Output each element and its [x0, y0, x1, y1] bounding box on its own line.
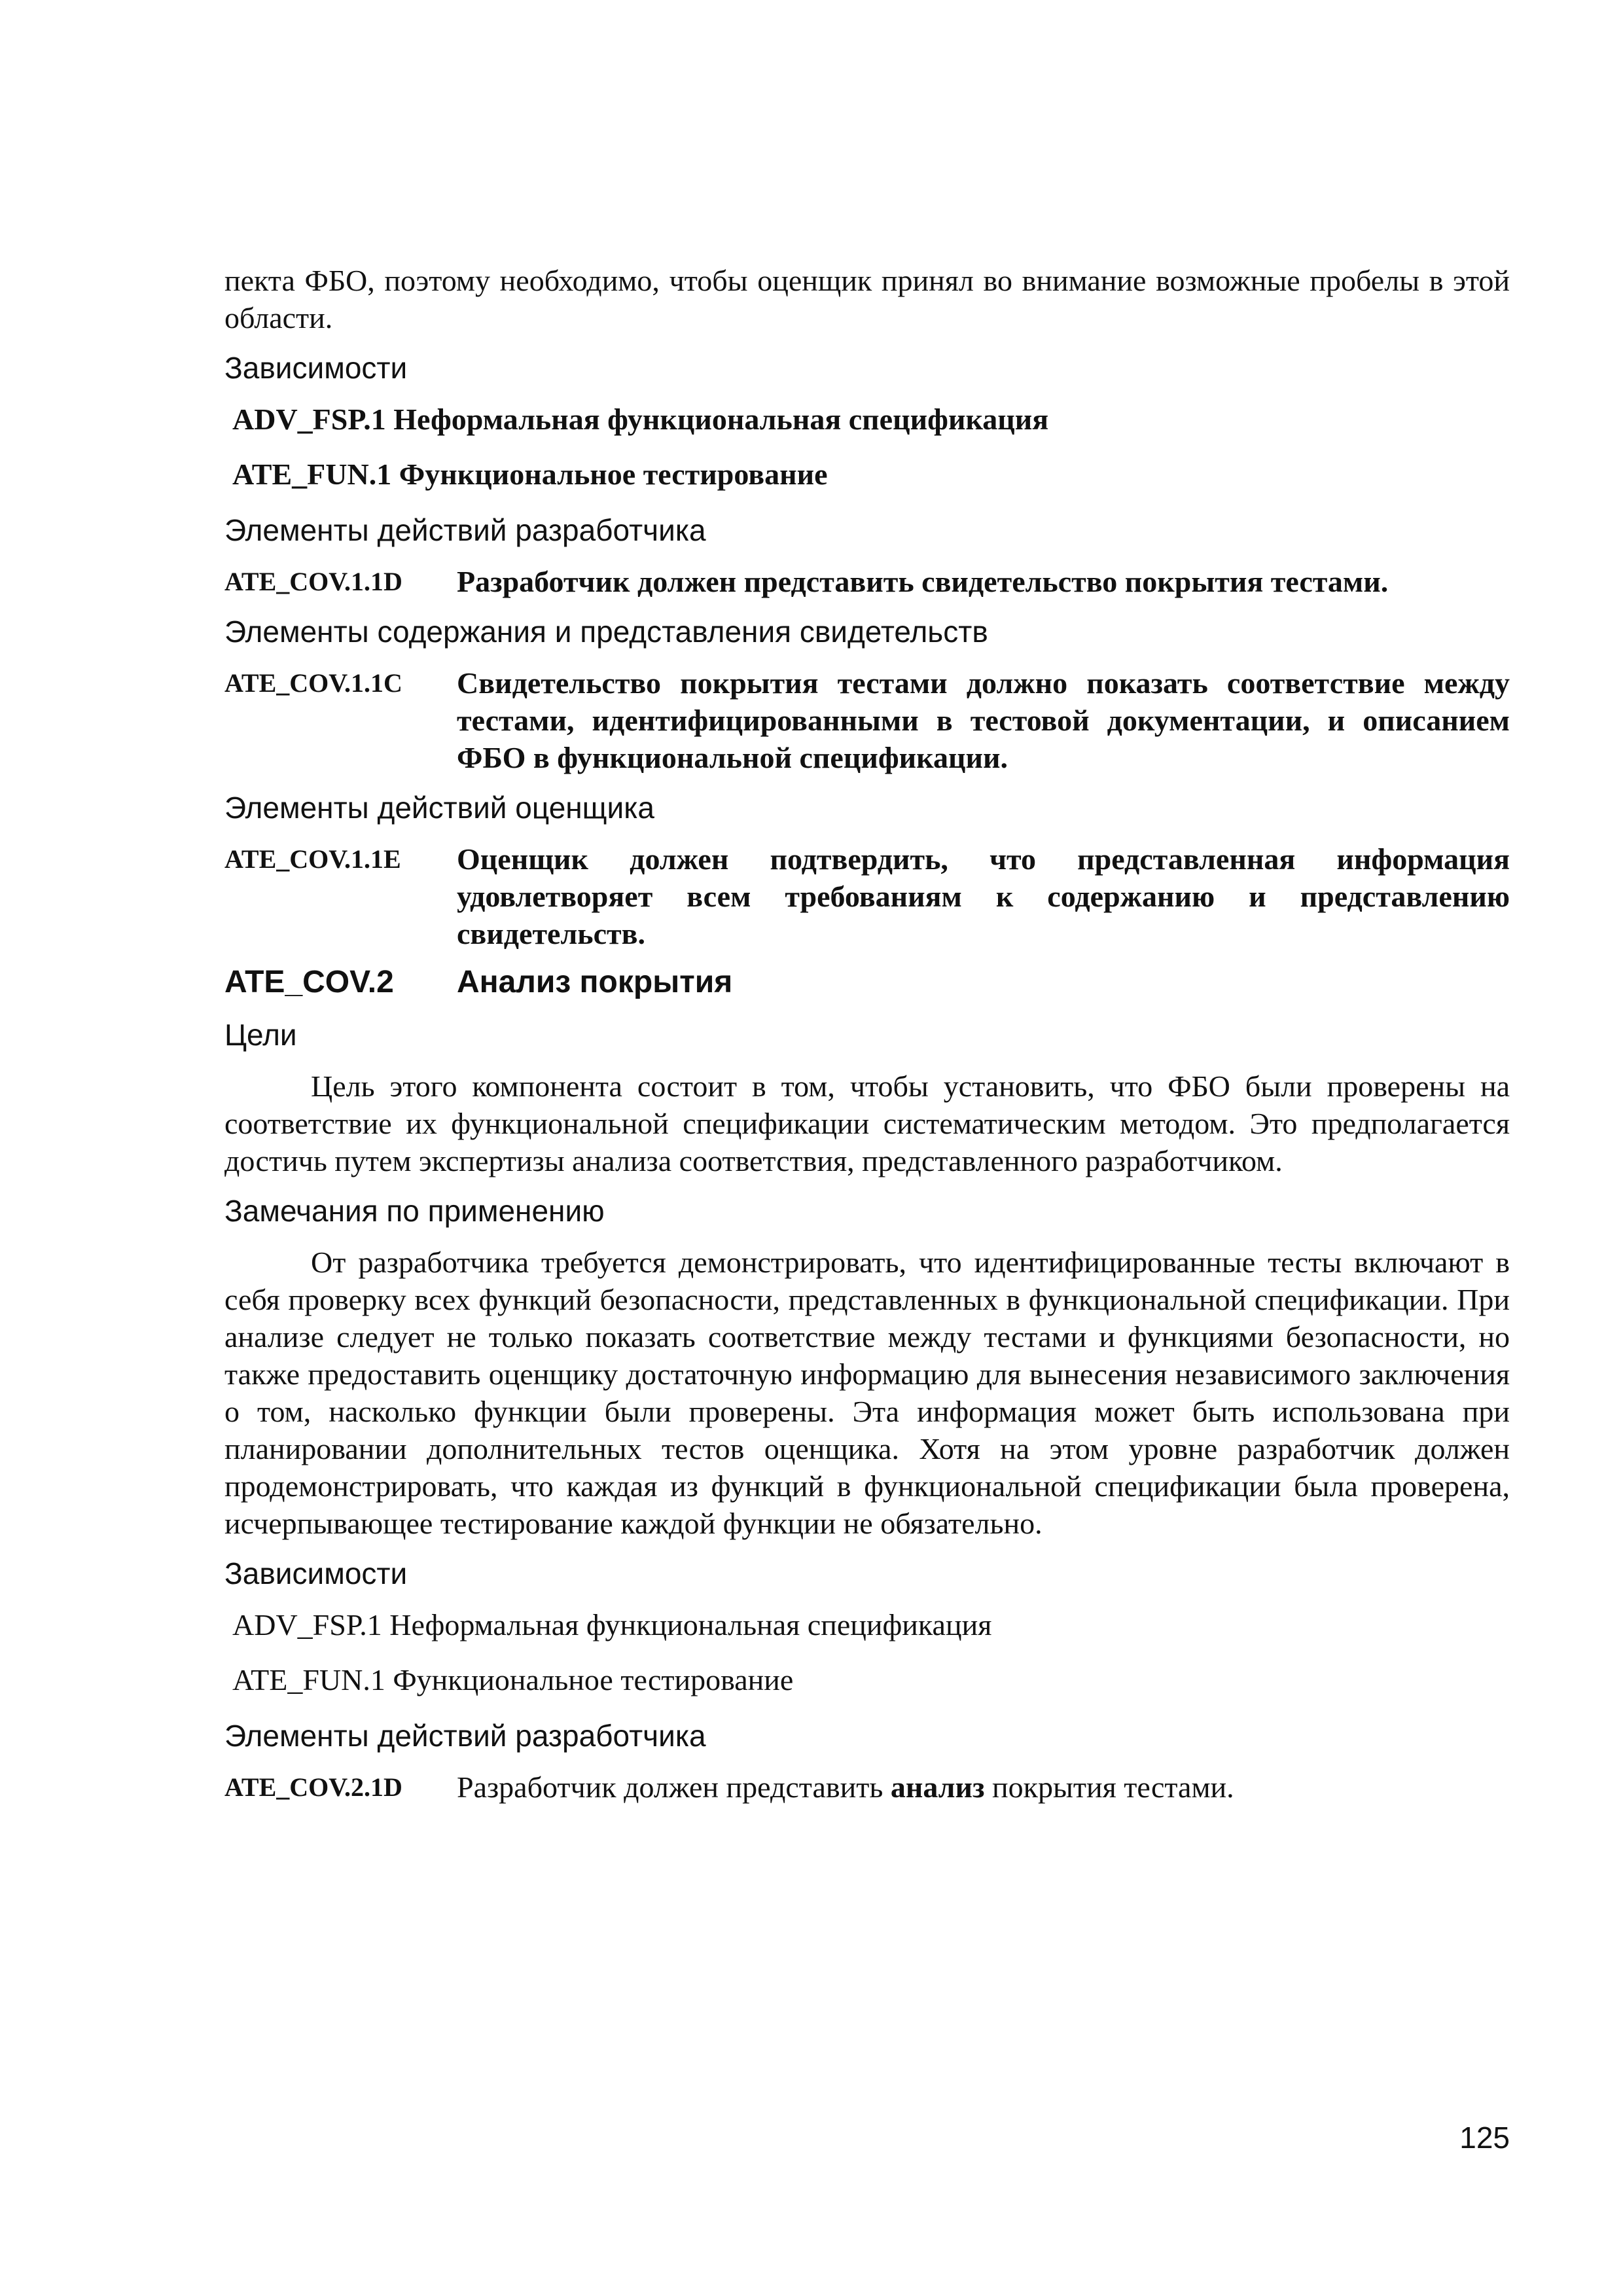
cov1-developer-element [224, 563, 1510, 600]
cov1-developer-heading: Элементы действий разработчика [224, 513, 706, 547]
page-number: 125 [1459, 2121, 1510, 2155]
cov1-content-element [224, 664, 1510, 776]
cov2-dependency-adv-fsp: ADV_FSP.1 Неформальная функциональная спецификация [232, 1608, 992, 1641]
document-page [224, 262, 1510, 1812]
element-code: ATE_COV.1.1D [224, 567, 402, 596]
cov1-evaluator-heading: Элементы действий оценщика [224, 791, 654, 825]
cov2-dependencies-heading: Зависимости [224, 1556, 408, 1590]
component-code: ATE_COV.2 [224, 965, 394, 999]
cov1-evaluator-element [224, 840, 1510, 952]
cov1-dependencies-heading: Зависимости [224, 351, 408, 385]
cov2-notes-text: От разработчика требуется демонстрировать, что идентифицированные тесты включают в себя проверку всех функций безопасности, представленных в функциональной спецификации. При анализе следует не только показать соответствие между тестами и функциями безопасности, но также предоставить оценщику достаточную информацию для вынесения независимого заключения о том, насколько функции были проверены. Эта информация может быть использована при планировании дополнительных тестов оценщика. Хотя на этом уровне разработчик должен продемонстрировать, что каждая из функций в функциональной спецификации была проверена, исчерпывающее тестирование каждой функции не обязательно. [224, 1246, 1510, 1540]
intro-paragraph: пекта ФБО, поэтому необходимо, чтобы оценщик принял во внимание возможные пробелы в этой области. [224, 264, 1510, 334]
cov2-dependency-ate-fun: ATE_FUN.1 Функциональное тестирование [232, 1663, 794, 1696]
element-text: Разработчик должен представить свидетельство покрытия тестами. [457, 565, 1389, 598]
element-code: ATE_COV.1.1C [224, 668, 402, 698]
cov1-dependency-ate-fun: ATE_FUN.1 Функциональное тестирование [232, 457, 828, 491]
component-heading [224, 961, 1510, 1003]
cov1-dependency-adv-fsp: ADV_FSP.1 Неформальная функциональная спецификация [232, 403, 1049, 436]
cov1-content-heading: Элементы содержания и представления свидетельств [224, 615, 988, 649]
element-text: Оценщик должен подтвердить, что представленная информация удовлетворяет всем требованиям к содержанию и представлению свидетельств. [457, 842, 1510, 950]
cov2-developer-element [224, 1768, 1510, 1806]
element-text: Свидетельство покрытия тестами должно показать соответствие между тестами, идентифицированными в тестовой документации, и описанием ФБО в функциональной спецификации. [457, 666, 1510, 774]
component-title: Анализ покрытия [457, 965, 733, 999]
element-code: ATE_COV.2.1D [224, 1772, 402, 1802]
cov2-objectives-text: Цель этого компонента состоит в том, чтобы установить, что ФБО были проверены на соответствие их функциональной спецификации систематическим методом. Это предполагается достичь путем экспертизы анализа соответствия, представленного разработчиком. [224, 1069, 1510, 1177]
element-text-bold: анализ [890, 1770, 985, 1804]
cov2-developer-heading: Элементы действий разработчика [224, 1719, 706, 1753]
cov2-notes-heading: Замечания по применению [224, 1194, 605, 1228]
element-text [457, 1768, 1510, 1806]
cov2-objectives-heading: Цели [224, 1018, 297, 1052]
element-text-after: покрытия тестами. [984, 1770, 1234, 1804]
element-code: ATE_COV.1.1E [224, 844, 401, 874]
element-text-before: Разработчик должен представить [457, 1770, 891, 1804]
